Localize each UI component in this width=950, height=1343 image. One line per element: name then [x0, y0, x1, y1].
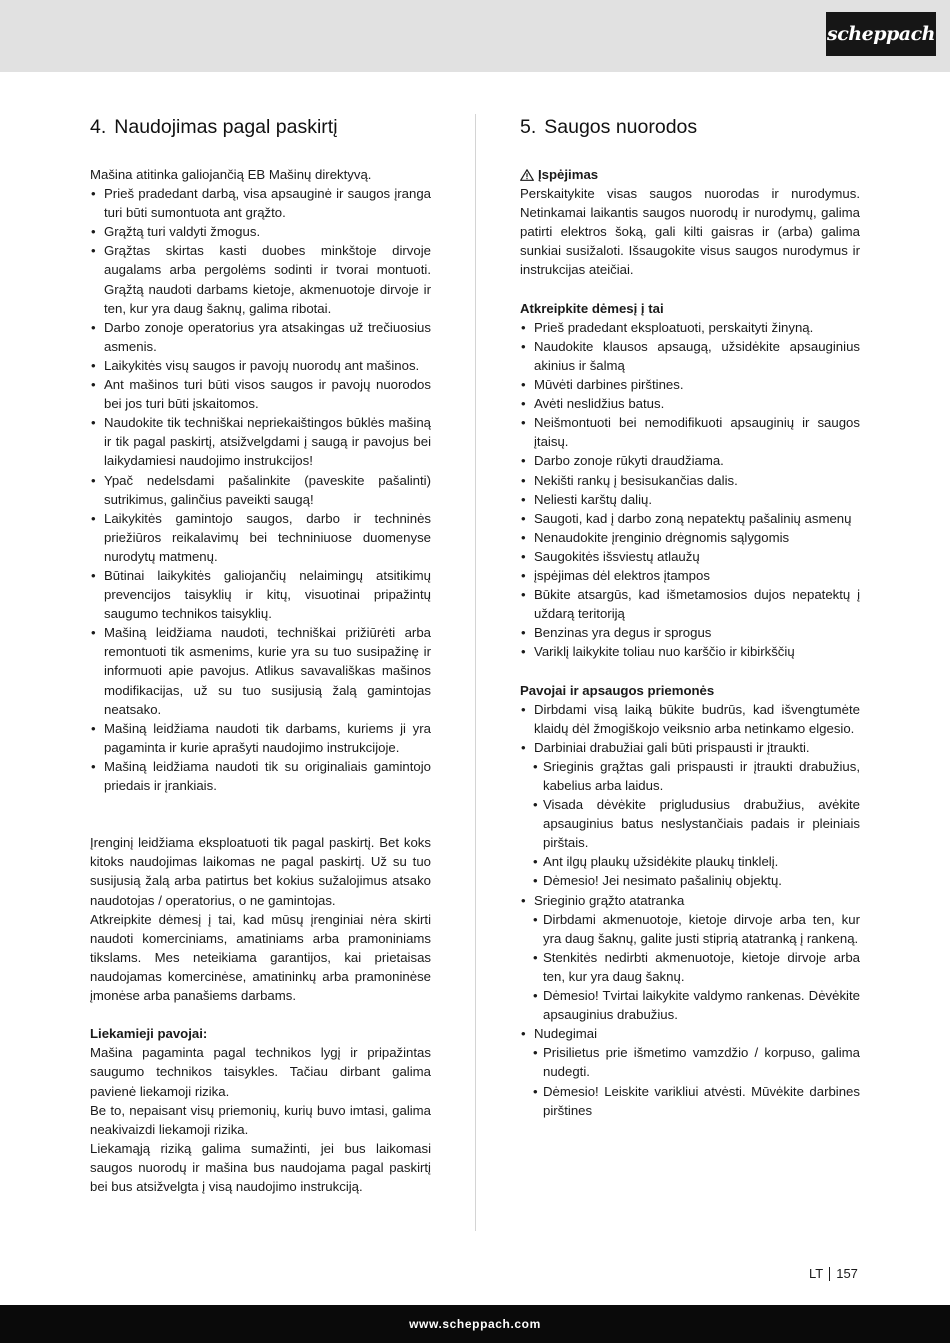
paragraph: Mašina pagaminta pagal technikos lygį ir pripažintas saugumo technikos taisykles. Tačiau dirbant galima pavienė liekamoji rizika.	[90, 1045, 431, 1099]
attention-list	[520, 318, 860, 662]
list-item: • Prieš pradedant darbą, visa apsauginė ir saugos įranga turi būti sumontuota ant grąžto.	[90, 184, 431, 222]
brand-logo	[826, 12, 936, 56]
list-item: • Neliesti karštų dalių.	[520, 490, 860, 509]
list-item: • Srieginio grąžto atatranka	[520, 891, 860, 910]
intro-text: Mašina atitinka galiojančią EB Mašinų direktyvą.	[90, 167, 372, 182]
warning-triangle-icon	[520, 169, 534, 181]
hazards-list	[520, 700, 860, 757]
separator	[829, 1267, 830, 1281]
hazards-sublist	[520, 1043, 860, 1119]
footer-bar	[0, 1305, 950, 1343]
section-safety-instructions	[520, 114, 860, 1120]
list-item: • Darbo zonoje rūkyti draudžiama.	[520, 451, 860, 470]
warning-text: Perskaitykite visas saugos nuorodas ir nurodymus. Netinkamai laikantis saugos nuorodų ir nurodymų, galima patirti elektros šoką, gali kilti gaisras ir (arba) galima sunkiai susižaloti. Išsaugokite visus saugos nurodymus ir instrukcijas ateičiai.	[520, 186, 860, 278]
header-bar	[0, 0, 950, 72]
sub-list-item: • Visada dėvėkite prigludusius drabužius, avėkite apsauginius batus neslystančiais padais ir pleiniais pirštais.	[520, 795, 860, 852]
list-item: • Nekišti rankų į besisukančias dalis.	[520, 471, 860, 490]
list-item: • Ant mašinos turi būti visos saugos ir pavojų nuorodos bei jos turi būti įskaitomos.	[90, 375, 431, 413]
section-title: 5. Saugos nuorodos	[520, 116, 698, 138]
paragraph: Atkreipkite dėmesį į tai, kad mūsų įrenginiai nėra skirti naudoti komerciniams, amatiniams arba pramoniniams tikslams. Mes neteikiama garantijos, kai prietaisas naudojamas komercinėse, amatininkų arba pramoninėse įmonėse arba panašiems darbams.	[90, 911, 431, 1004]
sub-list-item: • Srieginis grąžtas gali prispausti ir įtraukti drabužius, kabelius arba laidus.	[520, 757, 860, 795]
section-intended-use	[90, 114, 431, 1196]
list-item: • Neišmontuoti bei nemodifikuoti apsauginių ir saugos įtaisų.	[520, 413, 860, 451]
list-item: • Darbo zonoje operatorius yra atsakingas už trečiuosius asmenis.	[90, 318, 431, 356]
brand-logo-text: scheppach	[827, 23, 935, 45]
list-item: • Mašiną leidžiama naudoti tik darbams, kuriems ji yra pagaminta ir kurie aprašyti naudojimo instrukcijoje.	[90, 719, 431, 757]
list-item: • Mūvėti darbines pirštines.	[520, 375, 860, 394]
list-item: • Laikykitės gamintojo saugos, darbo ir techninės priežiūros reikalavimų bei techniniuose duomenyse nurodytų matmenų.	[90, 509, 431, 566]
list-item: • Laikykitės visų saugos ir pavojų nuorodų ant mašinos.	[90, 356, 431, 375]
sub-list-item: • Dirbdami akmenuotoje, kietoje dirvoje arba ten, kur yra daug šaknų, galite justi stiprią atatranką į rankeną.	[520, 910, 860, 948]
page-number	[809, 1266, 858, 1281]
column-divider	[475, 114, 476, 1231]
list-item: • Grąžtas skirtas kasti duobes minkštoje dirvoje augalams arba pergolėms sodinti ir tvorai montuoti. Grąžtą naudoti darbams kietoje, akmenuotoje dirvoje ir ten, kur yra daug šaknų, galima ribotai.	[90, 241, 431, 317]
list-item: • Ypač nedelsdami pašalinkite (paveskite pašalinti) sutrikimus, galinčius paveikti saugą!	[90, 471, 431, 509]
intended-use-list	[90, 184, 431, 795]
paragraph: Be to, nepaisant visų priemonių, kurių buvo imtasi, galima neakivaizdi liekamoji rizika.	[90, 1102, 431, 1137]
footer-url: www.scheppach.com	[409, 1317, 541, 1331]
attention-heading: Atkreipkite dėmesį į tai	[520, 300, 664, 316]
warning-label: Įspėjimas	[538, 167, 599, 182]
sub-list-item: • Prisilietus prie išmetimo vamzdžio / korpuso, galima nudegti.	[520, 1043, 860, 1081]
language-code: LT	[809, 1266, 824, 1281]
warning-heading	[520, 165, 860, 184]
sub-list-item: • Dėmesio! Tvirtai laikykite valdymo rankenas. Dėvėkite apsauginius drabužius.	[520, 986, 860, 1024]
list-item: • Būkite atsargūs, kad išmetamosios dujos nepatektų į uždarą teritoriją	[520, 585, 860, 623]
list-item: • Prieš pradedant eksploatuoti, perskaityti žinyną.	[520, 318, 860, 337]
hazards-heading: Pavojai ir apsaugos priemonės	[520, 682, 715, 698]
sub-list-item: • Ant ilgų plaukų užsidėkite plaukų tinklelį.	[520, 852, 860, 871]
list-item: • Variklį laikykite toliau nuo karščio ir kibirkščių	[520, 642, 860, 661]
list-item: • Grąžtą turi valdyti žmogus.	[90, 222, 431, 241]
list-item: • Dirbdami visą laiką būkite budrūs, kad išvengtumėte klaidų dėl žmogiškojo veiksnio arba netinkamo elgesio.	[520, 700, 860, 738]
list-item: • Saugoti, kad į darbo zoną nepatektų pašalinių asmenų	[520, 509, 860, 528]
list-item: • Avėti neslidžius batus.	[520, 394, 860, 413]
sub-list-item: • Stenkitės nedirbti akmenuotoje, kietoje dirvoje arba ten, kur yra daug šaknų.	[520, 948, 860, 986]
residual-risks-heading: Liekamieji pavojai:	[90, 1026, 208, 1042]
list-item: • Nudegimai	[520, 1024, 860, 1043]
list-item: • Benzinas yra degus ir sprogus	[520, 623, 860, 642]
sub-list-item: • Dėmesio! Jei nesimato pašalinių objektų.	[520, 871, 860, 890]
list-item: • Saugokitės išsviestų atlaužų	[520, 547, 860, 566]
list-item: • Būtinai laikykitės galiojančių nelaimingų atsitikimų prevencijos taisyklių ir kitų, visuotinai pripažintų saugumo technikos taisyklių.	[90, 566, 431, 623]
paragraph: Įrenginį leidžiama eksploatuoti tik pagal paskirtį. Bet koks kitoks naudojimas laikomas ne pagal paskirtį. Už su tuo susijusią žalą arba patirtus bet kokius sužalojimus atsako naudotojas / operatorius, o ne gamintojas.	[90, 835, 431, 908]
list-item: • Mašiną leidžiama naudoti tik su originaliais gamintojo priedais ir įrankiais.	[90, 757, 431, 795]
section-title: 4. Naudojimas pagal paskirtį	[90, 116, 338, 138]
page-number-value: 157	[836, 1266, 858, 1281]
list-item: • Darbiniai drabužiai gali būti prispausti ir įtraukti.	[520, 738, 860, 757]
paragraph: Liekamąją riziką galima sumažinti, jei bus laikomasi saugos nuorodų ir mašina bus naudojama pagal paskirtį bei bus atsižvelgta į visą naudojimo instrukciją.	[90, 1140, 431, 1194]
list-item: • Mašiną leidžiama naudoti, techniškai prižiūrėti arba remontuoti tik asmenims, kurie yra su tuo susipažinę ir informuoti apie pavojus. Atlikus savavališkas mašinos modifikacijas, už su tuo susijusią žalą gamintojas neatsako.	[90, 623, 431, 718]
hazards-sublist	[520, 910, 860, 1025]
hazards-sublist	[520, 757, 860, 891]
list-item: • Naudokite tik techniškai nepriekaištingos būklės mašiną ir tik pagal paskirtį, atsižvelgdami į saugą ir pavojus bei laikydamiesi naudojimo instrukcijos!	[90, 413, 431, 470]
sub-list-item: • Dėmesio! Leiskite varikliui atvėsti. Mūvėkite darbines pirštines	[520, 1082, 860, 1120]
list-item: • Naudokite klausos apsaugą, užsidėkite apsauginius akinius ir šalmą	[520, 337, 860, 375]
list-item: • Nenaudokite įrenginio drėgnomis sąlygomis	[520, 528, 860, 547]
list-item: • įspėjimas dėl elektros įtampos	[520, 566, 860, 585]
